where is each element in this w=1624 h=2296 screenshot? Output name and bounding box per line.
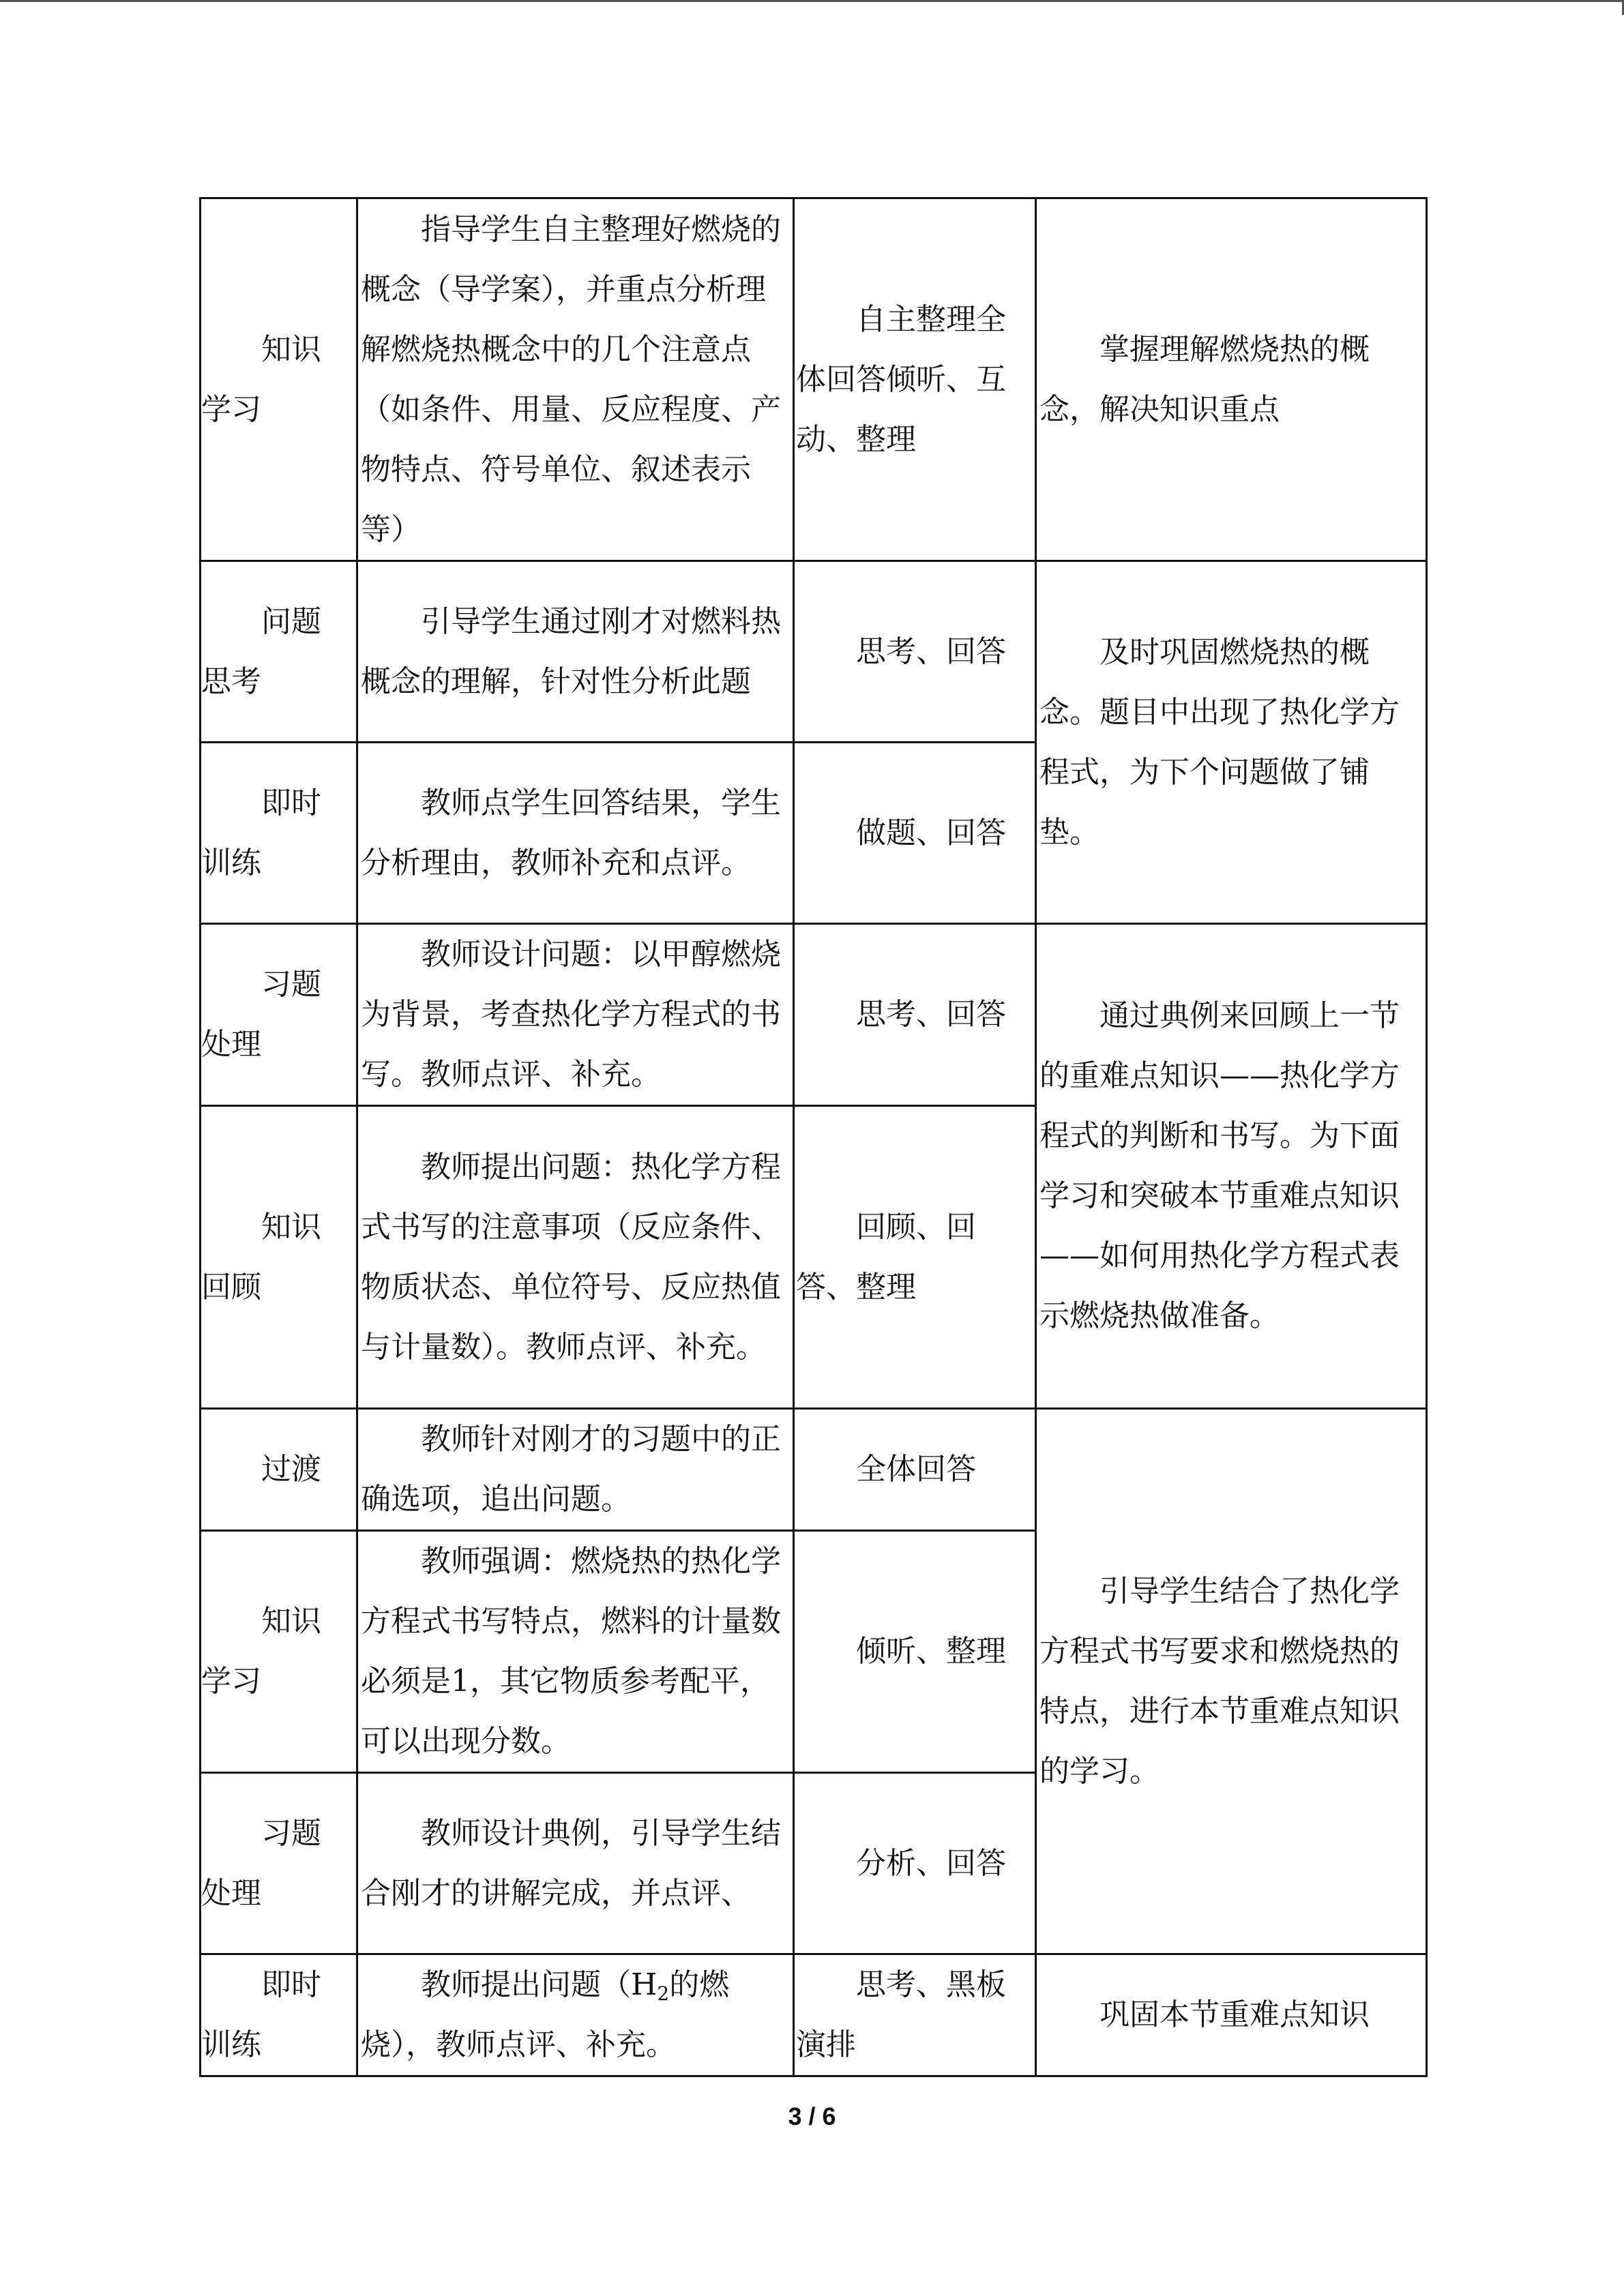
teacher-activity-cell: 教师提出问题：热化学方程式书写的注意事项（反应条件、物质状态、单位符号、反应热值与计量数）。教师点评、补充。 — [357, 1106, 794, 1409]
page-frame-top — [0, 0, 1624, 2]
table-row — [201, 561, 1427, 743]
stage-cell: 习题处理 — [201, 1773, 357, 1954]
table-row — [201, 924, 1427, 1106]
design-intent-cell: 及时巩固燃烧热的概念。题目中出现了热化学方程式，为下个问题做了铺垫。 — [1036, 561, 1427, 924]
student-activity-cell: 自主整理全体回答倾听、互动、整理 — [794, 198, 1036, 561]
student-activity-cell: 思考、黑板演排 — [794, 1954, 1036, 2076]
student-activity-cell: 思考、回答 — [794, 561, 1036, 743]
teacher-activity-cell: 教师点学生回答结果，学生分析理由，教师补充和点评。 — [357, 743, 794, 924]
teacher-activity-cell: 教师针对刚才的习题中的正确选项，追出问题。 — [357, 1409, 794, 1531]
student-activity-cell: 倾听、整理 — [794, 1531, 1036, 1773]
lesson-plan-table — [199, 197, 1428, 2077]
table-row — [201, 198, 1427, 561]
teacher-activity-cell: 引导学生通过刚才对燃料热概念的理解，针对性分析此题 — [357, 561, 794, 743]
student-activity-cell: 思考、回答 — [794, 924, 1036, 1106]
teacher-activity-cell: 指导学生自主整理好燃烧的概念（导学案），并重点分析理解燃烧热概念中的几个注意点（如条件、用量、反应程度、产物特点、符号单位、叙述表示等） — [357, 198, 794, 561]
student-activity-cell: 回顾、回答、整理 — [794, 1106, 1036, 1409]
table-row — [201, 1954, 1427, 2076]
design-intent-cell: 巩固本节重难点知识 — [1036, 1954, 1427, 2076]
stage-cell: 知识学习 — [201, 198, 357, 561]
stage-cell: 知识学习 — [201, 1531, 357, 1773]
teacher-activity-cell: 教师强调：燃烧热的热化学方程式书写特点，燃料的计量数必须是1，其它物质参考配平，可以出现分数。 — [357, 1531, 794, 1773]
stage-cell: 过渡 — [201, 1409, 357, 1531]
student-activity-cell: 分析、回答 — [794, 1773, 1036, 1954]
page-number: 3 / 6 — [788, 2102, 836, 2130]
stage-cell: 习题处理 — [201, 924, 357, 1106]
design-intent-cell: 引导学生结合了热化学方程式书写要求和燃烧热的特点，进行本节重难点知识的学习。 — [1036, 1409, 1427, 1954]
teacher-text-before: 教师提出问题（H — [421, 1967, 658, 2002]
teacher-activity-cell — [357, 1954, 794, 2076]
student-activity-cell: 全体回答 — [794, 1409, 1036, 1531]
stage-cell: 即时训练 — [201, 743, 357, 924]
stage-cell: 即时训练 — [201, 1954, 357, 2076]
teacher-activity-cell: 教师设计问题：以甲醇燃烧为背景，考查热化学方程式的书写。教师点评、补充。 — [357, 924, 794, 1106]
teacher-activity-cell: 教师设计典例，引导学生结合刚才的讲解完成，并点评、 — [357, 1773, 794, 1954]
teacher-text-after: 的燃烧），教师点评、补充。 — [361, 1967, 730, 2062]
design-intent-cell: 掌握理解燃烧热的概念，解决知识重点 — [1036, 198, 1427, 561]
table-row — [201, 1409, 1427, 1531]
student-activity-cell: 做题、回答 — [794, 743, 1036, 924]
stage-cell: 问题思考 — [201, 561, 357, 743]
stage-cell: 知识回顾 — [201, 1106, 357, 1409]
subscript-two: 2 — [657, 1982, 670, 2005]
design-intent-cell: 通过典例来回顾上一节的重难点知识——热化学方程式的判断和书写。为下面学习和突破本节重难点知识——如何用热化学方程式表示燃烧热做准备。 — [1036, 924, 1427, 1409]
